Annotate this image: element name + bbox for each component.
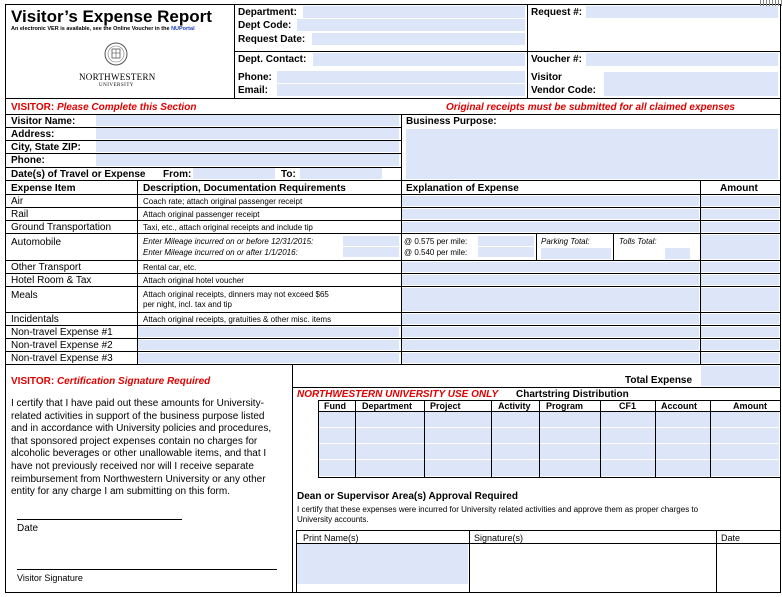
col-activity: Activity (498, 401, 531, 411)
rule (5, 273, 781, 274)
expense-desc: Taxi, etc., attach original receipts and include tip (143, 223, 313, 232)
meals-explanation-input[interactable] (402, 288, 699, 311)
voucher-number-input[interactable] (586, 53, 778, 66)
expense-item-meals: Meals (11, 290, 38, 301)
col-expense-item: Expense Item (11, 183, 76, 194)
city-state-zip-label: City, State ZIP: (11, 142, 81, 153)
phone-input[interactable] (277, 71, 525, 83)
request-date-input[interactable] (312, 33, 525, 45)
chartstring-cell-input[interactable] (492, 444, 539, 459)
address-label: Address: (11, 129, 55, 140)
chartstring-cell-input[interactable] (319, 412, 355, 427)
address-input[interactable] (96, 128, 399, 139)
chartstring-cell-input[interactable] (656, 412, 710, 427)
expense-item-ground: Ground Transportation (11, 222, 112, 233)
chartstring-cell-input[interactable] (356, 428, 424, 443)
dept-contact-label: Dept. Contact: (238, 54, 307, 65)
email-input[interactable] (277, 84, 525, 96)
chartstring-cell-input[interactable] (356, 444, 424, 459)
rule (5, 233, 781, 234)
expense-item-other-transport: Other Transport (11, 262, 82, 273)
request-number-label: Request #: (531, 7, 583, 18)
chartstring-cell-input[interactable] (356, 460, 424, 476)
request-date-label: Request Date: (238, 34, 306, 45)
chartstring-cell-input[interactable] (356, 412, 424, 427)
approval-signature-input[interactable] (470, 544, 715, 584)
rail-amount-input[interactable] (701, 209, 779, 219)
rule (5, 194, 781, 195)
evr-note: An electronic VER is available, see the Online Voucher in the NUPortal (11, 26, 195, 32)
visitor-signature-label: Visitor Signature (17, 573, 83, 583)
page-title: Visitor’s Expense Report (11, 7, 212, 26)
other-transport-amount-input[interactable] (701, 262, 779, 272)
rule (5, 364, 781, 365)
phone-label: Phone: (238, 72, 272, 83)
travel-dates-label: Date(s) of Travel or Expense (11, 169, 146, 180)
approval-date-label: Date (721, 533, 741, 543)
approval-date-input[interactable] (717, 544, 779, 584)
col-program: Program (546, 401, 584, 411)
total-expense-input[interactable] (701, 366, 779, 386)
nontravel-3-explanation-input[interactable] (402, 353, 699, 363)
nontravel-1-explanation-input[interactable] (402, 327, 699, 337)
dept-contact-input[interactable] (313, 53, 525, 66)
rule (5, 286, 781, 287)
nontravel-2-desc-input[interactable] (138, 340, 399, 350)
air-explanation-input[interactable] (402, 196, 699, 206)
chartstring-cell-input[interactable] (711, 460, 779, 476)
date-line (17, 519, 182, 520)
rule (234, 51, 781, 52)
visitor-vendor-code-input[interactable] (604, 72, 778, 96)
business-purpose-input[interactable] (406, 129, 778, 179)
ground-amount-input[interactable] (701, 222, 779, 232)
expense-item-nontravel-2: Non-travel Expense #2 (11, 340, 113, 351)
chartstring-cell-input[interactable] (656, 460, 710, 476)
approval-text: University accounts. (297, 515, 369, 524)
visitor-name-label: Visitor Name: (11, 116, 76, 127)
total-expense-label: Total Expense (625, 375, 693, 386)
department-label: Department: (238, 7, 297, 18)
rule (5, 4, 781, 5)
rule (5, 325, 781, 326)
rule (780, 364, 781, 593)
visitor-vendor-label: Visitor (531, 72, 562, 83)
visitor-signature-input[interactable] (17, 553, 277, 568)
col-department: Department (362, 401, 413, 411)
chartstring-cell-input[interactable] (492, 428, 539, 443)
certification-date-input[interactable] (17, 504, 182, 518)
chartstring-cell-input[interactable] (711, 412, 779, 427)
print-name-input[interactable] (297, 544, 468, 584)
from-label: From: (163, 169, 192, 180)
nontravel-2-explanation-input[interactable] (402, 340, 699, 350)
visitor-vendor-label: Vendor Code: (531, 85, 597, 96)
visitor-section-heading: VISITOR: Please Complete this Section (11, 102, 197, 113)
voucher-number-label: Voucher #: (531, 54, 582, 65)
signature-line (17, 569, 277, 570)
incidentals-explanation-input[interactable] (402, 314, 699, 324)
to-label: To: (281, 169, 296, 180)
chartstring-cell-input[interactable] (319, 428, 355, 443)
expense-desc: Attach original receipts, gratuities & other misc. items (143, 315, 332, 324)
tolls-total-input[interactable] (665, 248, 690, 259)
expense-desc: Attach original hotel voucher (143, 276, 244, 285)
chartstring-cell-input[interactable] (319, 444, 355, 459)
mileage-before-label: Enter Mileage incurred on or before 12/31/2015: (143, 237, 314, 246)
signature-label: Signature(s) (474, 533, 524, 543)
receipts-note: Original receipts must be submitted for all claimed expenses (446, 102, 735, 113)
rule (5, 180, 781, 181)
nuportal-link[interactable]: NUPortal (171, 26, 195, 32)
chartstring-cell-input[interactable] (492, 412, 539, 427)
col-project: Project (430, 401, 461, 411)
visitor-phone-input[interactable] (96, 154, 399, 166)
expense-item-automobile: Automobile (11, 237, 62, 248)
rate-after-input[interactable] (478, 247, 534, 257)
expense-item-air: Air (11, 196, 24, 207)
chartstring-cell-input[interactable] (425, 444, 491, 459)
chartstring-cell-input[interactable] (319, 460, 355, 476)
expense-desc: Attach original passenger receipt (143, 210, 260, 219)
incidentals-amount-input[interactable] (701, 314, 779, 324)
business-purpose-label: Business Purpose: (406, 116, 497, 127)
chartstring-cell-input[interactable] (656, 444, 710, 459)
mileage-after-label: Enter Mileage incurred on or after 1/1/2016: (143, 248, 298, 257)
dept-code-input[interactable] (297, 19, 525, 31)
university-sub: UNIVERSITY (99, 83, 134, 88)
nontravel-3-desc-input[interactable] (138, 353, 399, 363)
department-input[interactable] (303, 6, 525, 18)
col-account: Account (661, 401, 697, 411)
chartstring-cell-input[interactable] (425, 460, 491, 476)
expense-item-nontravel-3: Non-travel Expense #3 (11, 353, 113, 364)
university-name: NORTHWESTERN (79, 72, 156, 82)
expense-desc: Attach original receipts, dinners may not exceed $65 (143, 290, 329, 299)
certification-heading: VISITOR: Certification Signature Required (11, 376, 211, 387)
col-fund: Fund (324, 401, 346, 411)
meals-amount-input[interactable] (701, 288, 779, 311)
university-seal-icon (104, 41, 128, 67)
air-amount-input[interactable] (701, 196, 779, 206)
certification-date-label: Date (17, 523, 39, 534)
col-amount: Amount (720, 183, 758, 194)
col-amount: Amount (733, 401, 767, 411)
col-description: Description, Documentation Requirements (143, 183, 346, 194)
chartstring-cell-input[interactable] (601, 444, 655, 459)
expense-item-nontravel-1: Non-travel Expense #1 (11, 327, 113, 338)
chartstring-cell-input[interactable] (601, 460, 655, 476)
col-explanation: Explanation of Expense (406, 183, 519, 194)
from-date-input[interactable] (193, 168, 275, 179)
rule (613, 233, 614, 260)
chartstring-cell-input[interactable] (540, 412, 600, 427)
rule (292, 387, 781, 388)
chartstring-cell-input[interactable] (656, 428, 710, 443)
rule (5, 351, 781, 352)
expense-item-rail: Rail (11, 209, 29, 220)
chartstring-cell-input[interactable] (711, 444, 779, 459)
chartstring-cell-input[interactable] (425, 428, 491, 443)
chartstring-cell-input[interactable] (540, 444, 600, 459)
hotel-amount-input[interactable] (701, 275, 779, 285)
chartstring-cell-input[interactable] (540, 460, 600, 476)
corner-mark (760, 0, 782, 6)
nontravel-3-amount-input[interactable] (701, 353, 779, 363)
expense-item-incidentals: Incidentals (11, 314, 59, 325)
nu-use-heading: NORTHWESTERN UNIVERSITY USE ONLY (297, 389, 499, 400)
mileage-before-input[interactable] (343, 236, 399, 246)
chartstring-cell-input[interactable] (425, 412, 491, 427)
chartstring-cell-input[interactable] (601, 428, 655, 443)
chartstring-cell-input[interactable] (492, 460, 539, 476)
request-number-input[interactable] (586, 6, 778, 18)
chartstring-cell-input[interactable] (601, 412, 655, 427)
email-label: Email: (238, 85, 269, 96)
print-name-label: Print Name(s) (303, 533, 359, 543)
mileage-after-input[interactable] (343, 247, 399, 257)
other-transport-explanation-input[interactable] (402, 262, 699, 272)
nontravel-1-amount-input[interactable] (701, 327, 779, 337)
chartstring-cell-input[interactable] (540, 428, 600, 443)
rail-explanation-input[interactable] (402, 209, 699, 219)
rate-before-input[interactable] (478, 236, 534, 246)
col-cf1: CF1 (619, 401, 637, 411)
chartstring-heading: Chartstring Distribution (516, 389, 629, 400)
rule (5, 312, 781, 313)
visitor-phone-label: Phone: (11, 155, 45, 166)
to-date-input[interactable] (300, 168, 382, 179)
ground-explanation-input[interactable] (402, 222, 699, 232)
nontravel-1-desc-input[interactable] (138, 327, 399, 337)
rule (5, 98, 781, 99)
visitor-name-input[interactable] (96, 115, 399, 126)
expense-desc: Rental car, etc. (143, 263, 197, 272)
approval-text: I certify that these expenses were incurred for University related activities and approve them as proper charges to (297, 505, 699, 514)
rule (5, 207, 781, 208)
rule (318, 477, 780, 478)
rule (536, 233, 537, 260)
tolls-total-label: Tolls Total: (619, 237, 657, 246)
parking-total-input[interactable] (541, 248, 611, 259)
expense-item-hotel: Hotel Room & Tax (11, 275, 92, 286)
nontravel-2-amount-input[interactable] (701, 340, 779, 350)
parking-total-label: Parking Total: (541, 237, 590, 246)
certification-text: I certify that I have paid out these amounts for University- related activities in support of the business purpose listed and in accordance with University policies and procedures, that sponsored project expenses contain no charges for alcoholic beverages or other unallowable items, and that I have not previously received nor will I receive separate reimbursement from Northwestern University or any other entity for any charge I am submitting on this form. (11, 398, 272, 498)
hotel-explanation-input[interactable] (402, 275, 699, 285)
automobile-amount-input[interactable] (701, 235, 779, 259)
approval-heading: Dean or Supervisor Area(s) Approval Required (297, 491, 518, 502)
rule (5, 220, 781, 221)
rule (5, 364, 6, 593)
rule (5, 338, 781, 339)
rate-before-label: @ 0.575 per mile: (404, 237, 468, 246)
dept-code-label: Dept Code: (238, 20, 292, 31)
rate-after-label: @ 0.540 per mile: (404, 248, 468, 257)
city-state-zip-input[interactable] (96, 141, 399, 152)
expense-desc: Coach rate; attach original passenger receipt (143, 197, 303, 206)
expense-desc: per night, incl. tax and tip (143, 300, 232, 309)
rule (292, 364, 293, 593)
chartstring-cell-input[interactable] (711, 428, 779, 443)
rule (5, 4, 6, 99)
rule (5, 260, 781, 261)
